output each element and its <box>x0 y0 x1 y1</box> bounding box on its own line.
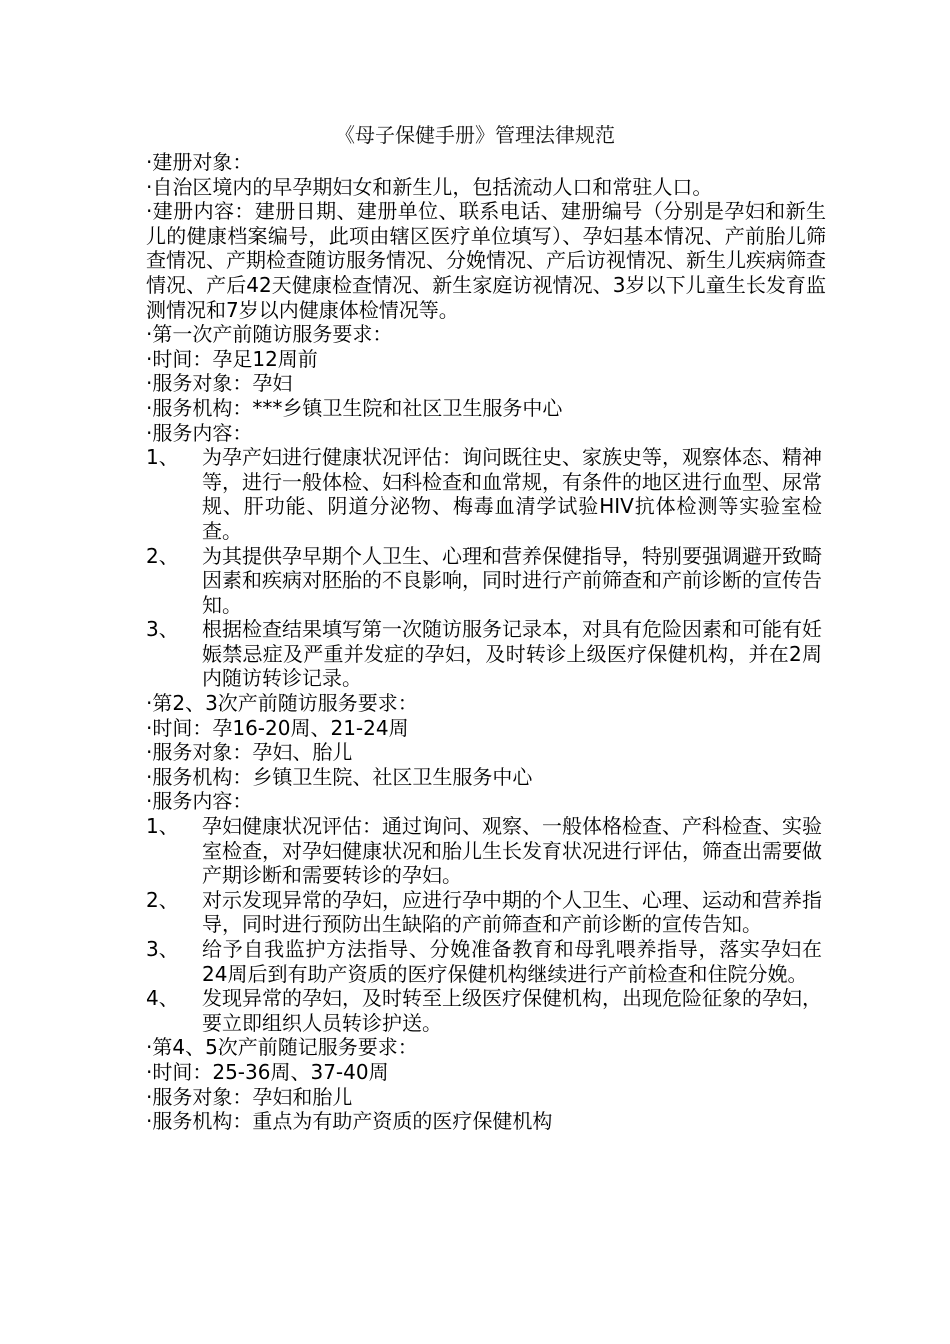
item-number: 3、 <box>146 617 179 642</box>
item-text: 对示发现异常的孕妇，应进行孕中期的个人卫生、心理、运动和营养指导，同时进行预防出生缺陷的产前筛查和产前诊断的宣传告知。 <box>202 887 822 937</box>
visit23-heading: ·第2、3次产前随访服务要求： <box>146 691 418 716</box>
visit23-item <box>146 986 826 1035</box>
item-number: 2、 <box>146 543 179 568</box>
visit1-time: ·时间：孕足12周前 <box>146 346 318 371</box>
visit23-content-label: ·服务内容： <box>146 789 253 814</box>
item-text: 孕妇健康状况评估：通过询问、观察、一般体格检查、产科检查、实验室检查，对孕妇健康状况和胎儿生长发育状况进行评估，筛查出需要做产期诊断和需要转诊的孕妇。 <box>202 814 822 888</box>
item-text: 为孕产妇进行健康状况评估：询问既往史、家族史等，观察体态、精神等，进行一般体检、妇科检查和血常规，有条件的地区进行血型、尿常规、肝功能、阴道分泌物、梅毒血清学试验HIV抗体检测等实验室检查。 <box>202 445 822 543</box>
visit45-org: ·服务机构：重点为有助产资质的医疗保健机构 <box>146 1109 553 1134</box>
visit1-target: ·服务对象：孕妇 <box>146 371 293 396</box>
visit23-item <box>146 814 826 888</box>
visit23-item <box>146 888 826 937</box>
register-content-paragraph: ·建册内容：建册日期、建册单位、联系电话、建册编号（分别是孕妇和新生儿的健康档案编号，此项由辖区医疗单位填写）、孕妇基本情况、产前胎儿筛查情况、产期检查随访服务情况、分娩情况、产后访视情况、新生儿疾病筛查情况、产后42天健康检查情况、新生家庭访视情况、3岁以下儿童生长发育监测情况和7岁以内健康体检情况等。 <box>146 199 826 322</box>
visit23-target: ·服务对象：孕妇、胎儿 <box>146 740 353 765</box>
visit45-time: ·时间：25-36周、37-40周 <box>146 1059 389 1084</box>
visit1-item <box>146 544 826 618</box>
item-number: 4、 <box>146 986 179 1011</box>
visit1-item <box>146 445 826 543</box>
register-target-label: ·建册对象： <box>146 150 253 174</box>
visit1-org: ·服务机构：***乡镇卫生院和社区卫生服务中心 <box>146 395 563 420</box>
item-text: 为其提供孕早期个人卫生、心理和营养保健指导，特别要强调避开致畸因素和疾病对胚胎的不良影响，同时进行产前筛查和产前诊断的宣传告知。 <box>202 543 822 617</box>
item-number: 2、 <box>146 887 179 912</box>
register-target-text: ·自治区境内的早孕期妇女和新生儿，包括流动人口和常驻人口。 <box>146 174 713 199</box>
item-number: 3、 <box>146 937 179 961</box>
visit1-heading: ·第一次产前随访服务要求： <box>146 322 393 347</box>
visit23-item <box>146 937 826 986</box>
visit45-target: ·服务对象：孕妇和胎儿 <box>146 1084 353 1109</box>
visit1-item <box>146 617 826 691</box>
document-body <box>146 150 826 1134</box>
item-number: 1、 <box>146 814 179 839</box>
visit23-org: ·服务机构：乡镇卫生院、社区卫生服务中心 <box>146 764 533 789</box>
item-text: 给予自我监护方法指导、分娩准备教育和母乳喂养指导，落实孕妇在24周后到有助产资质的医疗保健机构继续进行产前检查和住院分娩。 <box>202 937 822 986</box>
visit1-content-label: ·服务内容： <box>146 420 253 445</box>
item-text: 根据检查结果填写第一次随访服务记录本，对具有危险因素和可能有妊娠禁忌症及严重并发症的孕妇，及时转诊上级医疗保健机构，并在2周内随访转诊记录。 <box>202 617 822 691</box>
visit45-heading: ·第4、5次产前随记服务要求： <box>146 1035 418 1060</box>
item-number: 1、 <box>146 445 179 470</box>
item-text: 发现异常的孕妇，及时转至上级医疗保健机构，出现危险征象的孕妇，要立即组织人员转诊护送。 <box>202 986 822 1035</box>
document-title: 《母子保健手册》管理法律规范 <box>335 123 615 147</box>
visit23-time: ·时间：孕16-20周、21-24周 <box>146 715 409 740</box>
